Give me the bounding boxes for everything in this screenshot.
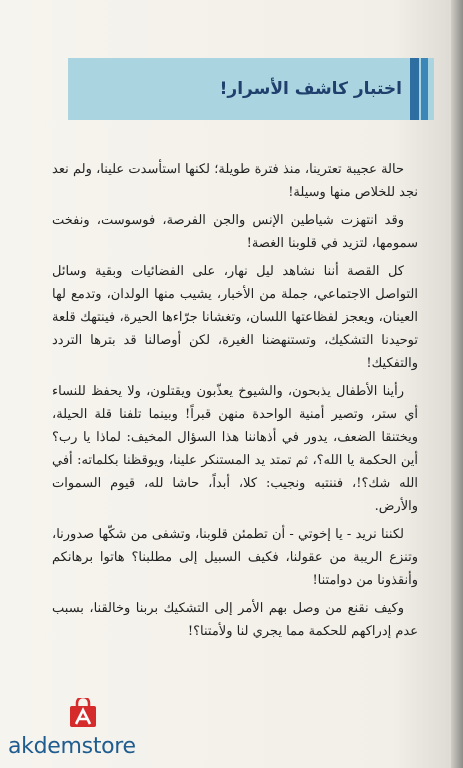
paragraph: وقد انتهزت شياطين الإنس والجن الفرصة، فوسوست، ونفخت سمومها، لتزيد في قلوبنا الغصة! bbox=[52, 213, 418, 251]
header-accent-stripe bbox=[421, 58, 428, 120]
header-accent-stripe bbox=[410, 58, 419, 120]
body-text bbox=[52, 158, 418, 648]
paragraph: كل القصة أننا نشاهد ليل نهار، على الفضائيات وبقية وسائل التواصل الاجتماعي، جملة من الأخبار، يشيب منها الولدان، وتدمع لها العينان، ويعجز لفظاعتها اللسان، وتغشانا جرّاءها الحيرة، فينتهك قلعة توحيدنا التشكيك، وتستنهضنا الغيرة، لكن أوصالنا قد بترها التردد والتفكيك! bbox=[52, 264, 418, 371]
store-brand-text: akdemstore bbox=[8, 734, 136, 759]
paragraph: حالة عجيبة تعترينا، منذ فترة طويلة؛ لكنها استأسدت علينا، ولم نعد نجد للخلاص منها وسيلة! bbox=[52, 162, 418, 200]
store-watermark bbox=[8, 698, 228, 764]
paragraph: وكيف نقنع من وصل بهم الأمر إلى التشكيك بربنا وخالقنا، بسبب عدم إدراكهم للحكمة مما يجري لنا ولأمتنا؟! bbox=[52, 601, 418, 639]
page-fold-shadow bbox=[451, 0, 463, 768]
gift-bag-logo-icon bbox=[66, 698, 100, 728]
chapter-title: اختبار كاشف الأسرار! bbox=[219, 79, 402, 99]
paragraph: لكننا نريد - يا إخوتي - أن تطمئن قلوبنا، وتشفى من شكّها صدورنا، وتنزع الريبة من عقولنا، فكيف السبيل إلى مطلبنا؟ هاتوا برهانكم وأنقذونا من دوامتنا! bbox=[52, 527, 418, 588]
paragraph: رأينا الأطفال يذبحون، والشيوخ يعذّبون ويقتلون، ولا يحفظ للنساء أي ستر، وتصير أمنية الواحدة منهن قبراً! وبينما تلفنا قلة الحيلة، ويختنقا الضعف، يدور في أذهاننا هذا السؤال المخيف: لماذا يا رب؟ أين الحكمة يا الله؟، ثم تمتد يد المستنكر علينا، ويوقظنا بكلماته: أفي الله شك؟!، فننتبه ونجيب: كلا، أبداً، حاشا لله، قيوم السموات والأرض. bbox=[52, 384, 418, 514]
